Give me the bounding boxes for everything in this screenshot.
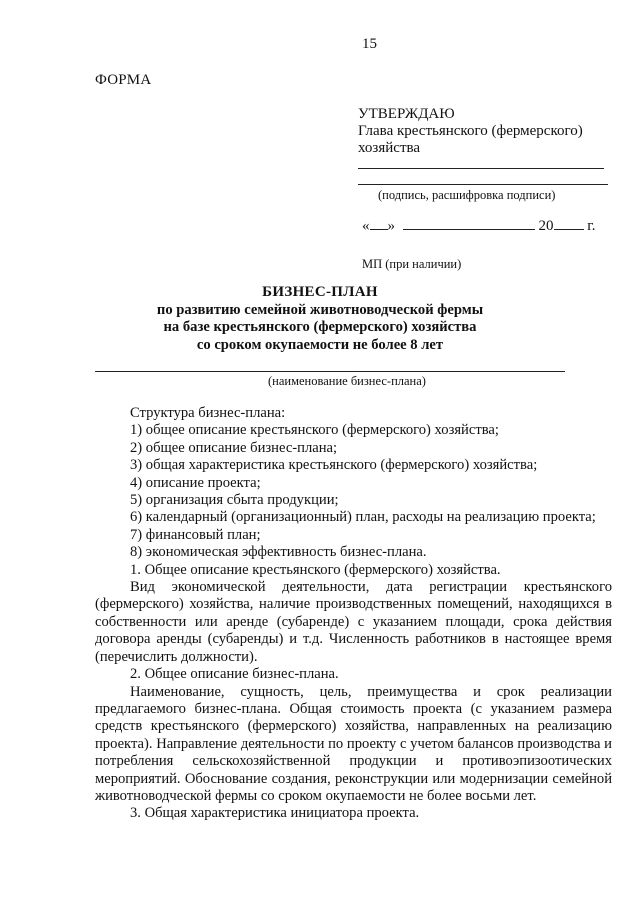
structure-item-8: 8) экономическая эффективность бизнес-плана. [130, 544, 427, 561]
signature-line-2 [358, 184, 608, 185]
structure-heading: Структура бизнес-плана: [130, 405, 286, 421]
structure-item-5: 5) организация сбыта продукции; [130, 492, 339, 509]
section-1-heading: 1. Общее описание крестьянского (фермерского) хозяйства. [130, 561, 501, 578]
date-year-blank [554, 217, 584, 230]
business-plan-name-line [95, 371, 565, 372]
approval-block [358, 106, 618, 157]
document-body [95, 405, 612, 823]
approval-position-line-2: хозяйства [358, 140, 421, 156]
approval-position-line-1: Глава крестьянского (фермерского) [358, 123, 583, 139]
structure-item-4: 4) описание проекта; [130, 474, 261, 491]
date-open-quote: « [362, 218, 370, 234]
business-plan-name-caption: (наименование бизнес-плана) [268, 374, 426, 388]
document-title-block [90, 284, 550, 354]
section-3-heading: 3. Общая характеристика инициатора проекта. [130, 805, 420, 822]
signature-line-1 [358, 168, 604, 169]
stamp-caption: МП (при наличии) [362, 257, 462, 271]
date-close-quote: » [387, 218, 395, 234]
form-label: ФОРМА [95, 72, 152, 88]
structure-item-7: 7) финансовый план; [130, 526, 261, 543]
document-subtitle-line-2: на базе крестьянского (фермерского) хозяйства [163, 319, 477, 336]
approval-title: УТВЕРЖДАЮ [358, 106, 455, 122]
date-day-blank [370, 217, 388, 230]
document-subtitle-line-3: со сроком окупаемости не более 8 лет [196, 336, 444, 353]
structure-item-6: 6) календарный (организационный) план, расходы на реализацию проекта; [130, 509, 596, 526]
section-2-text: Наименование, сущность, цель, преимущества и срок реализации предлагаемого бизнес-плана. Общая стоимость проекта (с указанием размера средств крестьянского (фермерского) хозяйства, направленных на реализацию проекта). Направление деятельности по проекту с учетом балансов производства и потребления сельскохозяйственной продукции и противоэпизоотических мероприятий. Обоснование создания, реконструкции или модернизации семейной животноводческой фермы со сроком окупаемости не более восьми лет. [95, 683, 612, 804]
document-subtitle-line-1: по развитию семейной животноводческой фермы [156, 301, 484, 318]
approval-date-line [362, 217, 595, 235]
date-year-prefix: 20 [538, 218, 554, 234]
document-title: БИЗНЕС-ПЛАН [262, 284, 378, 300]
structure-item-3: 3) общая характеристика крестьянского (фермерского) хозяйства; [130, 457, 538, 474]
section-2-heading: 2. Общее описание бизнес-плана. [130, 666, 339, 683]
structure-item-1: 1) общее описание крестьянского (фермерского) хозяйства; [130, 422, 499, 439]
date-year-suffix: г. [587, 218, 596, 234]
section-1-text: Вид экономической деятельности, дата регистрации крестьянского (фермерского) хозяйства, наличие производственных помещений, находящихся в собственности или аренде (субаренде) с указанием площади, срока действия договора аренды (субаренды) и т.д. Численность работников в настоящее время (перечислить должности). [95, 579, 612, 665]
page-number: 15 [362, 36, 377, 52]
date-month-blank [403, 217, 535, 230]
signature-caption: (подпись, расшифровка подписи) [378, 188, 556, 202]
structure-item-2: 2) общее описание бизнес-плана; [130, 439, 338, 456]
